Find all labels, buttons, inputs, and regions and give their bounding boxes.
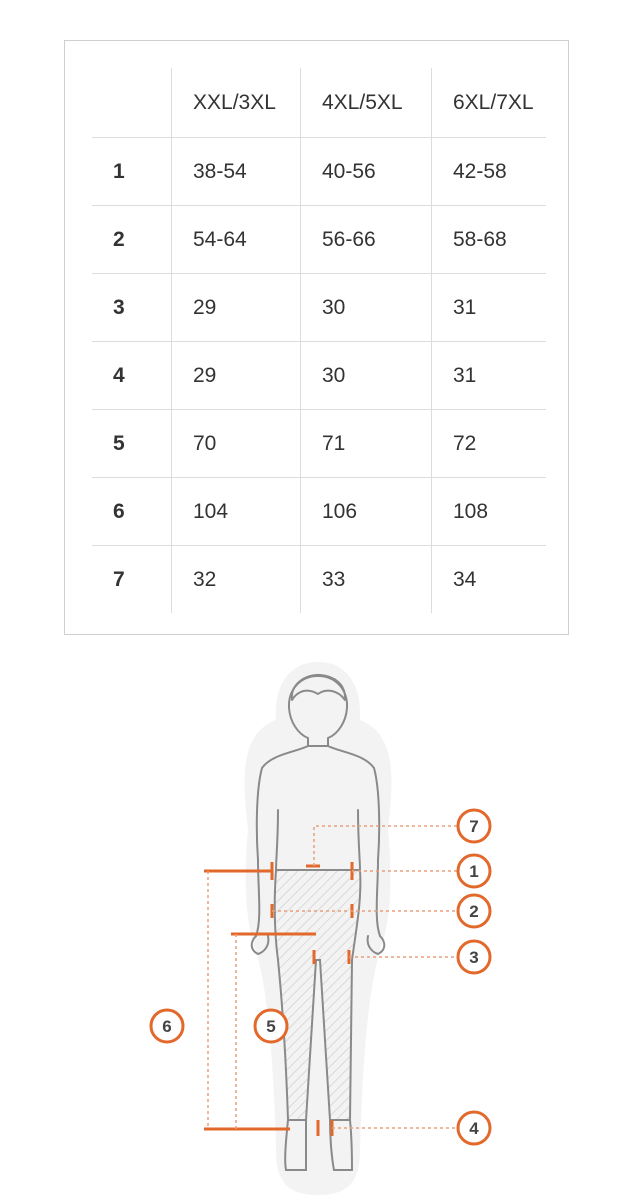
- table-row: [92, 138, 546, 206]
- table-cell: 72: [432, 410, 547, 478]
- marker-7: [458, 810, 490, 842]
- marker-5: [255, 1010, 287, 1042]
- table-cell: 58-68: [432, 206, 547, 274]
- table-cell: 71: [301, 410, 432, 478]
- row-label: 4: [92, 342, 172, 410]
- header-cell-size: 4XL/5XL: [301, 68, 432, 138]
- table-cell: 29: [172, 342, 301, 410]
- size-table-card: [64, 40, 569, 635]
- table-cell: 70: [172, 410, 301, 478]
- table-cell: 30: [301, 274, 432, 342]
- marker-2-label: 2: [469, 902, 479, 921]
- table-cell: 32: [172, 546, 301, 614]
- marker-4: [458, 1112, 490, 1144]
- row-label: 7: [92, 546, 172, 614]
- table-cell: 104: [172, 478, 301, 546]
- marker-1: [458, 855, 490, 887]
- row-label: 1: [92, 138, 172, 206]
- marker-4-label: 4: [469, 1119, 479, 1138]
- table-cell: 38-54: [172, 138, 301, 206]
- table-cell: 29: [172, 274, 301, 342]
- marker-5-label: 5: [266, 1017, 276, 1036]
- table-cell: 108: [432, 478, 547, 546]
- row-label: 5: [92, 410, 172, 478]
- marker-6-label: 6: [162, 1017, 172, 1036]
- table-cell: 33: [301, 546, 432, 614]
- row-label: 6: [92, 478, 172, 546]
- table-cell: 54-64: [172, 206, 301, 274]
- measurement-diagram: [0, 650, 630, 1200]
- row-label: 2: [92, 206, 172, 274]
- header-cell-size: XXL/3XL: [172, 68, 301, 138]
- table-cell: 106: [301, 478, 432, 546]
- table-cell: 40-56: [301, 138, 432, 206]
- table-cell: 30: [301, 342, 432, 410]
- marker-7-label: 7: [469, 817, 479, 836]
- table-cell: 42-58: [432, 138, 547, 206]
- size-table: [92, 68, 546, 613]
- table-cell: 31: [432, 274, 547, 342]
- table-row: [92, 342, 546, 410]
- table-row: [92, 478, 546, 546]
- table-row: [92, 410, 546, 478]
- table-row: [92, 206, 546, 274]
- marker-2: [458, 895, 490, 927]
- header-cell-corner: [92, 68, 172, 138]
- row-label: 3: [92, 274, 172, 342]
- marker-1-label: 1: [469, 862, 479, 881]
- table-cell: 31: [432, 342, 547, 410]
- table-cell: 56-66: [301, 206, 432, 274]
- marker-3: [458, 941, 490, 973]
- table-header-row: [92, 68, 546, 138]
- marker-6: [151, 1010, 183, 1042]
- table-row: [92, 274, 546, 342]
- marker-3-label: 3: [469, 948, 479, 967]
- table-cell: 34: [453, 567, 477, 591]
- table-row: [92, 546, 546, 614]
- header-cell-size: 6XL/7XL: [432, 68, 547, 138]
